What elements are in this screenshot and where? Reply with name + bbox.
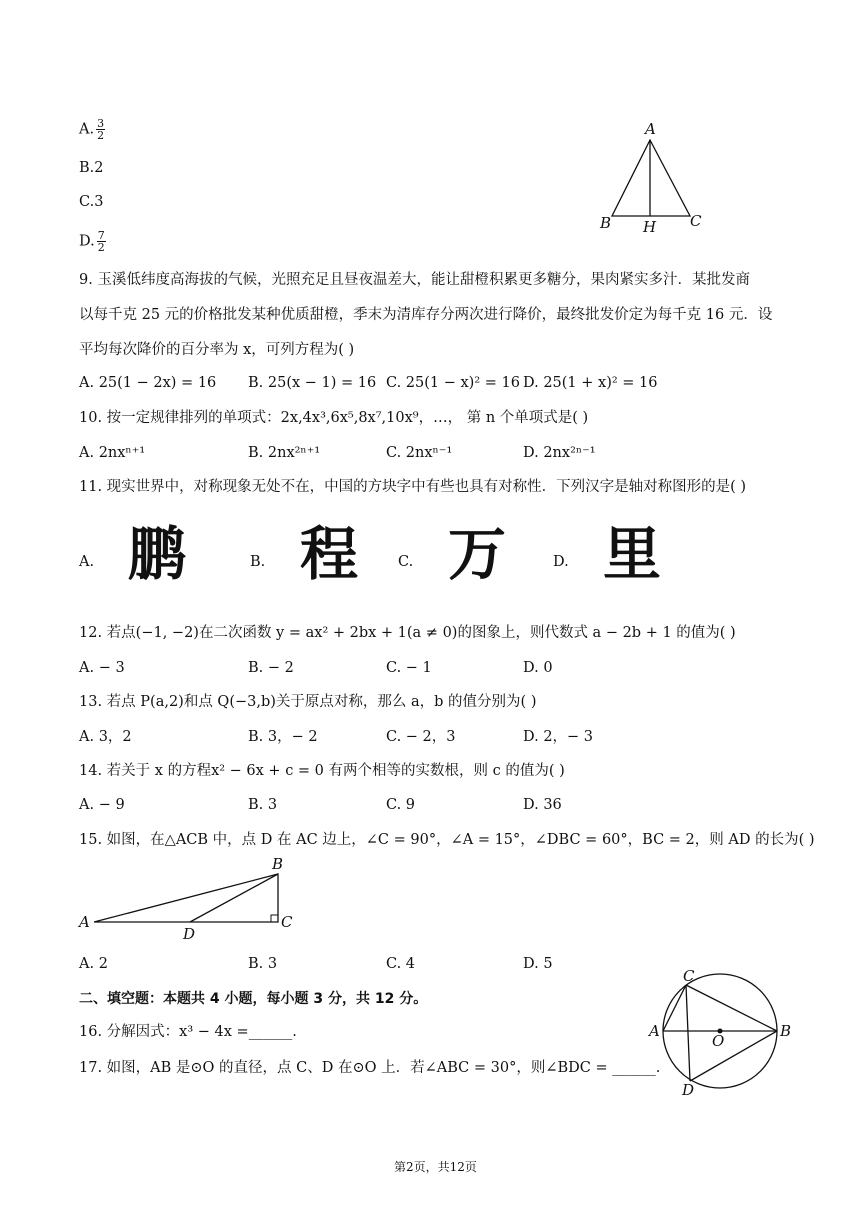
q15-option-a: A. 2 xyxy=(79,956,108,972)
q14-stem: 14. 若关于 x 的方程x² − 6x + c = 0 有两个相等的实数根，则 c 的值为( ) xyxy=(79,763,565,779)
label-h: H xyxy=(643,218,657,236)
q14-option-d: D. 36 xyxy=(523,797,562,813)
label-d: D xyxy=(183,925,196,942)
q8-option-b: B.2 xyxy=(79,160,104,176)
q10-option-d: D. 2nx²ⁿ⁻¹ xyxy=(523,445,596,461)
q14-option-b: B. 3 xyxy=(248,797,278,813)
label-a: A xyxy=(79,913,90,931)
q13-option-a: A. 3，2 xyxy=(79,729,132,745)
q15-stem: 15. 如图，在△ACB 中，点 D 在 AC 边上，∠C = 90°，∠A = 15°，∠DBC = 60°，BC = 2，则 AD 的长为( ) xyxy=(79,832,815,848)
q10-option-b: B. 2nx²ⁿ⁺¹ xyxy=(248,445,321,461)
q14-option-c: C. 9 xyxy=(386,797,416,813)
q9-option-d: D. 25(1 + x)² = 16 xyxy=(523,375,658,391)
q17-circle-figure xyxy=(642,966,798,1100)
q11-option-d-letter: D. xyxy=(553,554,569,570)
q15-option-d: D. 5 xyxy=(523,956,553,972)
q8-option-c: C.3 xyxy=(79,194,104,210)
q12-option-a: A. − 3 xyxy=(79,660,125,676)
q13-option-c: C. − 2，3 xyxy=(386,729,456,745)
q11-stem: 11. 现实世界中，对称现象无处不在，中国的方块字中有些也具有对称性．下列汉字是轴对称图形的是( ) xyxy=(79,479,747,495)
q8-option-a: A. $\frac{3}{2}$ xyxy=(79,117,105,142)
label-a: A xyxy=(645,120,656,138)
q11-option-c-letter: C. xyxy=(398,554,414,570)
q11-option-b-char: 程 xyxy=(300,520,359,588)
q11-option-b-letter: B. xyxy=(250,554,266,570)
q11-option-d-char: 里 xyxy=(603,520,662,588)
label-c: C xyxy=(683,967,695,985)
q15-option-b: B. 3 xyxy=(248,956,278,972)
q9-option-c: C. 25(1 − x)² = 16 xyxy=(386,375,520,391)
q15-triangle-figure xyxy=(74,852,304,942)
fraction: $\frac{7}{2}$ xyxy=(97,229,105,254)
q10-option-c: C. 2nxⁿ⁻¹ xyxy=(386,445,453,461)
label-d: D xyxy=(682,1081,695,1099)
q10-option-a: A. 2nxⁿ⁺¹ xyxy=(79,445,146,461)
q9-line3: 平均每次降价的百分率为 x，可列方程为( ) xyxy=(79,342,355,358)
label-b: B xyxy=(780,1022,792,1040)
q9-line2: 以每千克 25 元的价格批发某种优质甜橙，季末为清库存分两次进行降价，最终批发价定为每千克 16 元．设 xyxy=(79,307,773,323)
q10-stem: 10. 按一定规律排列的单项式：2x,4x³,6x⁵,8x⁷,10x⁹，…， 第 n 个单项式是( ) xyxy=(79,410,589,426)
q16-stem: 16. 分解因式：x³ − 4x =______. xyxy=(79,1024,297,1040)
q13-stem: 13. 若点 P(a,2)和点 Q(−3,b)关于原点对称，那么 a，b 的值分别为( ) xyxy=(79,694,537,710)
q12-option-d: D. 0 xyxy=(523,660,553,676)
q8-option-d: D. $\frac{7}{2}$ xyxy=(79,229,105,254)
label-c: C xyxy=(281,913,293,931)
label-b: B xyxy=(272,855,284,873)
q13-option-d: D. 2，− 3 xyxy=(523,729,594,745)
label-o: O xyxy=(712,1032,725,1050)
q14-option-a: A. − 9 xyxy=(79,797,125,813)
q11-option-a-char: 鹏 xyxy=(128,520,187,588)
label-a: A xyxy=(649,1022,660,1040)
q9-line1: 9. 玉溪低纬度高海拔的气候，光照充足且昼夜温差大，能让甜橙积累更多糖分，果肉紧实多汁．某批发商 xyxy=(79,272,750,288)
q11-option-a-letter: A. xyxy=(79,554,95,570)
q13-option-b: B. 3，− 2 xyxy=(248,729,318,745)
q12-option-b: B. − 2 xyxy=(248,660,294,676)
q15-option-c: C. 4 xyxy=(386,956,416,972)
q9-option-b: B. 25(x − 1) = 16 xyxy=(248,375,377,391)
label-c: C xyxy=(690,212,702,230)
page-footer: 第2页，共12页 xyxy=(394,1160,477,1174)
q11-option-c-char: 万 xyxy=(448,520,507,588)
q8-triangle-figure xyxy=(590,118,710,238)
fraction: $\frac{3}{2}$ xyxy=(97,117,105,142)
q9-option-a: A. 25(1 − 2x) = 16 xyxy=(79,375,217,391)
label-b: B xyxy=(600,214,612,232)
section-heading: 二、填空题：本题共 4 小题，每小题 3 分，共 12 分。 xyxy=(79,991,428,1007)
q12-stem: 12. 若点(−1, −2)在二次函数 y = ax² + 2bx + 1(a ≠ 0)的图象上，则代数式 a − 2b + 1 的值为( ) xyxy=(79,625,736,641)
q12-option-c: C. − 1 xyxy=(386,660,432,676)
q17-stem: 17. 如图，AB 是⊙O 的直径，点 C、D 在⊙O 上．若∠ABC = 30°，则∠BDC = ______. xyxy=(79,1060,661,1076)
